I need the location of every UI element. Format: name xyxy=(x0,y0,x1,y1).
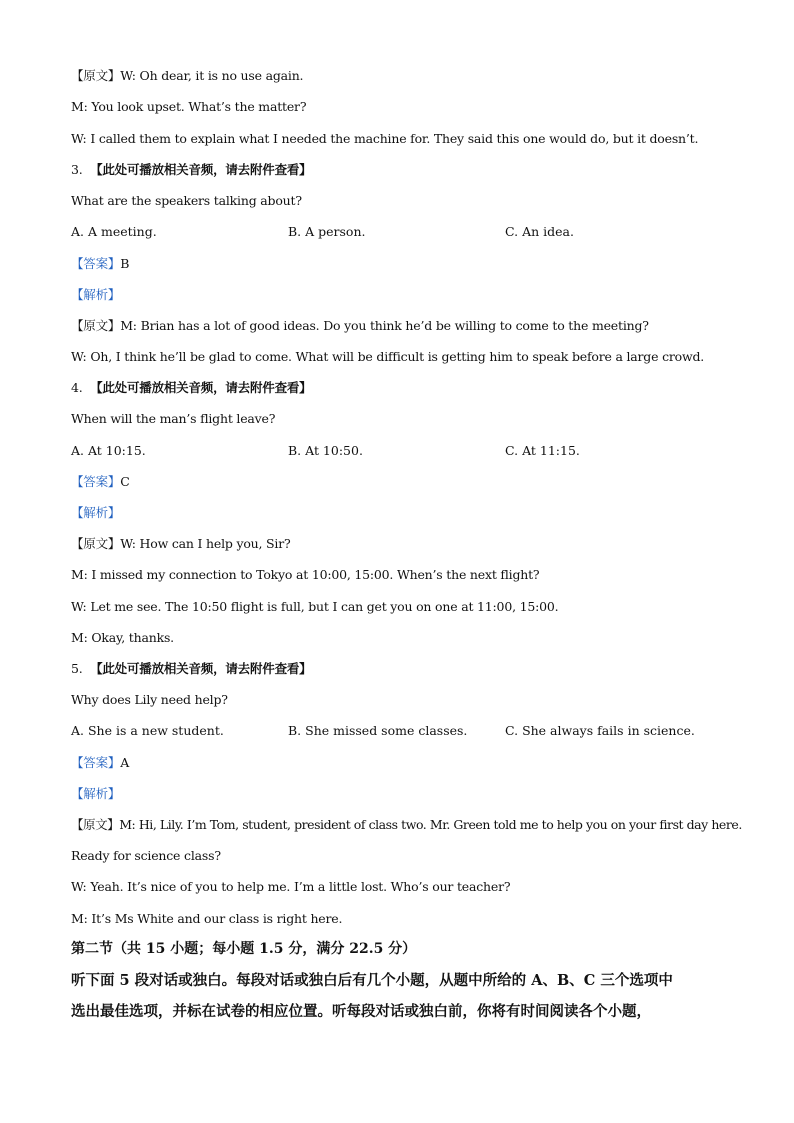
transcript-line: M: You look upset. What’s the matter? xyxy=(71,99,307,114)
transcript-text: W: How can I help you, Sir? xyxy=(120,536,291,551)
transcript-line: Ready for science class? xyxy=(71,848,221,863)
question-4-header xyxy=(71,380,311,396)
option-a: A. A meeting. xyxy=(71,224,157,239)
question-number: 4. xyxy=(71,380,83,395)
audio-note[interactable]: 【此处可播放相关音频，请去附件查看】 xyxy=(90,380,312,395)
analysis-tag: 【解析】 xyxy=(71,287,121,302)
transcript-line xyxy=(71,318,649,334)
section-2-heading: 第二节（共 15 小题；每小题 1.5 分，满分 22.5 分） xyxy=(71,941,417,957)
question-3-header xyxy=(71,162,311,178)
question-5-header xyxy=(71,661,311,677)
answer-line xyxy=(71,755,129,771)
analysis-tag: 【解析】 xyxy=(71,505,121,520)
question-5-text: Why does Lily need help? xyxy=(71,692,228,707)
transcript-line: M: I missed my connection to Tokyo at 10:00, 15:00. When’s the next flight? xyxy=(71,567,540,582)
option-c: C. She always fails in science. xyxy=(505,723,695,738)
transcript-text: M: Hi, Lily. I’m Tom, student, president of class two. Mr. Green told me to help you on your first day here. xyxy=(119,817,742,832)
transcript-line: W: Yeah. It’s nice of you to help me. I’m a little lost. Who’s our teacher? xyxy=(71,879,511,894)
transcript-line: M: Okay, thanks. xyxy=(71,630,174,645)
option-b: B. A person. xyxy=(288,224,366,239)
transcript-tag: 【原文】 xyxy=(71,318,121,333)
question-5-options xyxy=(71,723,751,739)
transcript-line: M: It’s Ms White and our class is right here. xyxy=(71,911,343,926)
transcript-tag: 【原文】 xyxy=(71,536,121,551)
analysis-tag: 【解析】 xyxy=(71,786,121,801)
section-2-instructions-line-1: 听下面 5 段对话或独白。每段对话或独白后有几个小题，从题中所给的 A、B、C 三个选项中 xyxy=(71,972,673,989)
transcript-text: M: Brian has a lot of good ideas. Do you think he’d be willing to come to the meeting? xyxy=(120,318,649,333)
answer-tag: 【答案】 xyxy=(71,755,121,770)
question-number: 3. xyxy=(71,162,83,177)
audio-note[interactable]: 【此处可播放相关音频，请去附件查看】 xyxy=(90,162,312,177)
answer-value: A xyxy=(120,755,130,770)
transcript-line xyxy=(71,817,742,833)
option-b: B. She missed some classes. xyxy=(288,723,468,738)
answer-tag: 【答案】 xyxy=(71,474,121,489)
question-3-options xyxy=(71,224,751,240)
transcript-line: W: Let me see. The 10:50 flight is full, but I can get you on one at 11:00, 15:00. xyxy=(71,599,559,614)
transcript-line xyxy=(71,68,303,84)
answer-tag: 【答案】 xyxy=(71,256,121,271)
transcript-line xyxy=(71,536,290,552)
option-a: A. At 10:15. xyxy=(71,443,146,458)
option-c: C. At 11:15. xyxy=(505,443,580,458)
option-b: B. At 10:50. xyxy=(288,443,363,458)
question-number: 5. xyxy=(71,661,83,676)
answer-line xyxy=(71,474,130,490)
answer-value: C xyxy=(120,474,130,489)
option-a: A. She is a new student. xyxy=(71,723,224,738)
audio-note[interactable]: 【此处可播放相关音频，请去附件查看】 xyxy=(90,661,312,676)
section-2-instructions-line-2: 选出最佳选项，并标在试卷的相应位置。听每段对话或独白前，你将有时间阅读各个小题， xyxy=(71,1003,651,1020)
transcript-tag: 【原文】 xyxy=(71,817,120,832)
transcript-tag: 【原文】 xyxy=(71,68,121,83)
transcript-line: W: Oh, I think he’ll be glad to come. What will be difficult is getting him to speak before a large crowd. xyxy=(71,349,705,364)
question-3-text: What are the speakers talking about? xyxy=(71,193,302,208)
option-c: C. An idea. xyxy=(505,224,574,239)
question-4-text: When will the man’s flight leave? xyxy=(71,411,276,426)
question-4-options xyxy=(71,443,751,459)
answer-line xyxy=(71,256,129,272)
answer-value: B xyxy=(120,256,130,271)
transcript-line: W: I called them to explain what I needed the machine for. They said this one would do, but it doesn’t. xyxy=(71,131,699,146)
transcript-text: W: Oh dear, it is no use again. xyxy=(120,68,304,83)
